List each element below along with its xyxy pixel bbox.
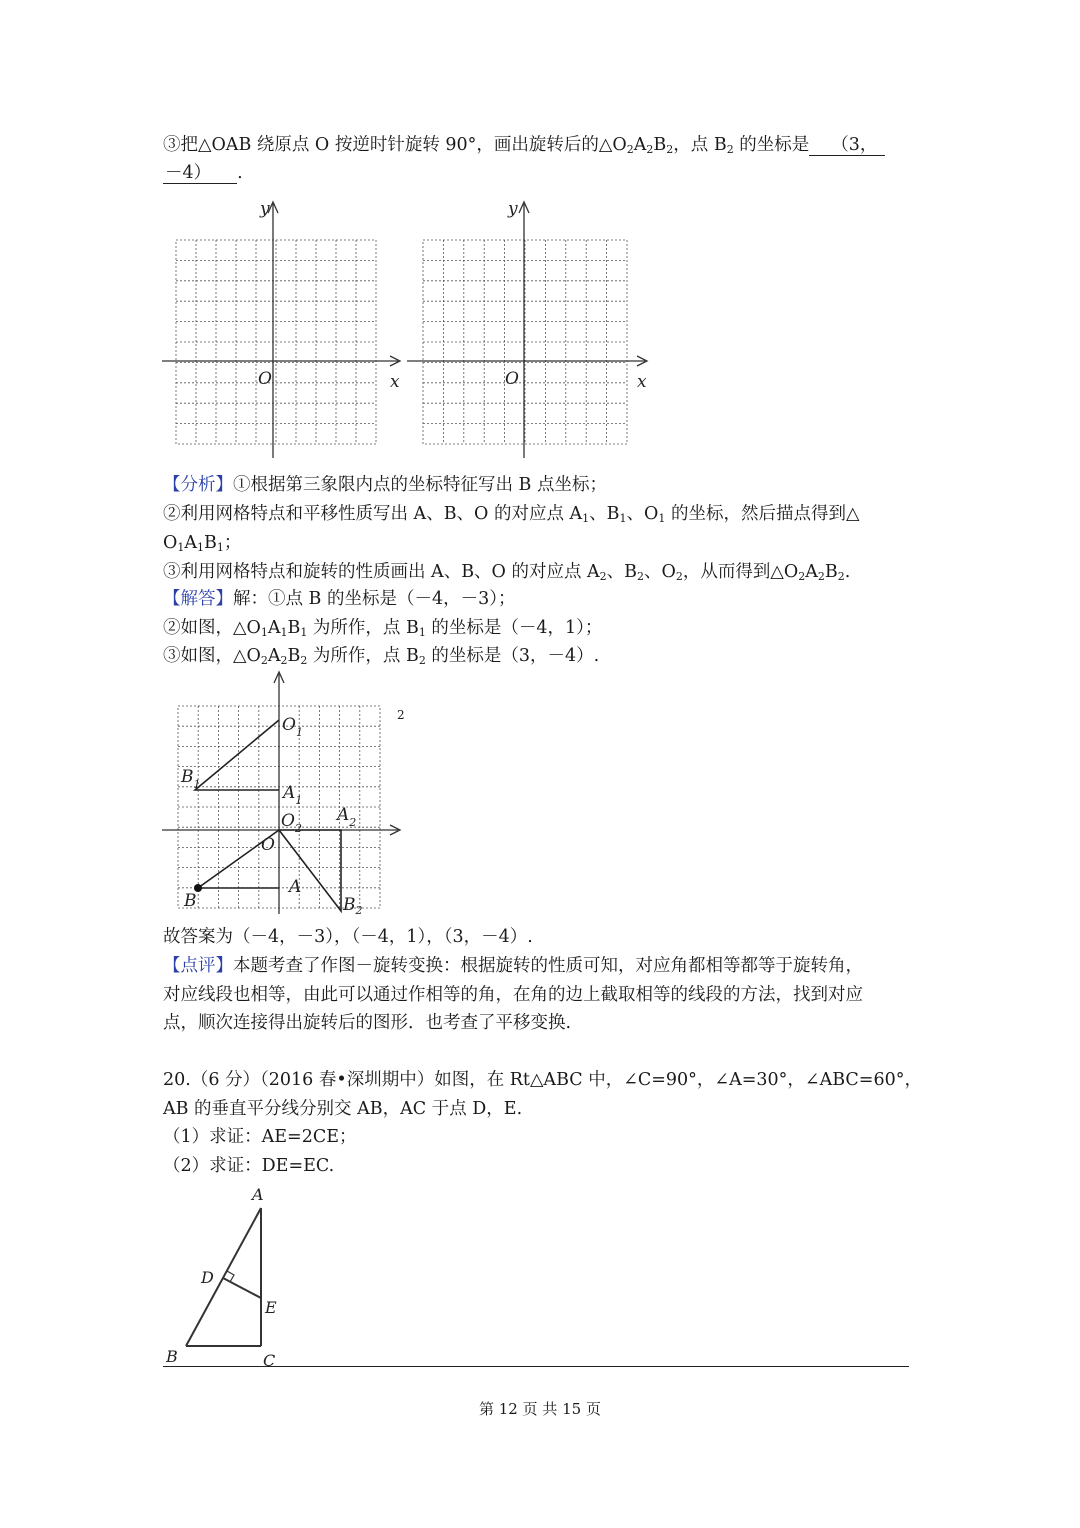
q20-line4: （2）求证：DE=EC.: [163, 1156, 335, 1176]
solution-line2: ②如图，$\triangle O_1A_1B_1$ 为所作，点 $B_1$ 的坐标是（－4，1）；: [163, 618, 603, 639]
solution-line1: 【解答】解：①点 B 的坐标是（－4，－3）；: [163, 589, 516, 609]
label-b: B: [166, 1347, 178, 1366]
analysis-line3: $O_1A_1B_1$；: [163, 533, 242, 554]
comment-line2: 对应线段也相等，由此可以通过作相等的角，在角的边上截取相等的线段的方法，找到对应: [163, 985, 863, 1005]
q19-part3-line1: ③把△OAB 绕原点 O 按逆时针旋转 90°，画出旋转后的$\triangle O_2A_2B_2$，点 $B_2$ 的坐标是 （3，: [163, 132, 885, 158]
label-e: E: [265, 1298, 277, 1317]
triangle-o1a1b1: [195, 720, 279, 790]
label-d: D: [201, 1268, 214, 1287]
analysis-line2: ②利用网格特点和平移性质写出 A、B、O 的对应点 $A_1$、$B_1$、$O_1$ 的坐标，然后描点得到△: [163, 504, 860, 525]
y-label: y: [260, 199, 270, 219]
x-label: x: [637, 372, 647, 392]
q19-part3-line2: －4） .: [165, 163, 243, 183]
page-footer: 第 12 页 共 15 页: [478, 1400, 601, 1418]
solution-grid-figure: [160, 664, 410, 919]
y-label: y: [508, 199, 518, 219]
triangle-o2a2b2: [279, 830, 341, 911]
footer-rule: [163, 1366, 909, 1367]
comment-line3: 点，顺次连接得出旋转后的图形．也考查了平移变换.: [163, 1013, 572, 1033]
label-b: B: [184, 891, 197, 911]
side-ab: [186, 1208, 261, 1346]
label-a: A: [252, 1185, 264, 1204]
label-a2: $A_2$: [337, 805, 357, 829]
coordinate-grid-1: [160, 196, 405, 461]
label-a: A: [289, 877, 302, 897]
origin-label: O: [505, 369, 519, 389]
q20-line2: AB 的垂直平分线分别交 AB，AC 于点 D，E.: [163, 1099, 523, 1119]
corner-mark: 2: [397, 708, 405, 722]
analysis-line4: ③利用网格特点和旋转的性质画出 A、B、O 的对应点 $A_2$、$B_2$、$O_2$，从而得到$\triangle O_2A_2B_2$.: [163, 562, 851, 583]
q20-line3: （1）求证：AE=2CE；: [163, 1127, 357, 1147]
label-a1: $A_1$: [283, 783, 303, 807]
answer-blank-2: －4）: [163, 163, 237, 184]
label-o: O: [261, 835, 275, 855]
x-label: x: [390, 372, 400, 392]
answer-blank-1: （3，: [809, 135, 885, 156]
comment-line1: 【点评】本题考查了作图－旋转变换：根据旋转的性质可知，对应角都相等都等于旋转角，: [163, 956, 863, 976]
analysis-line1: 【分析】①根据第三象限内点的坐标特征写出 B 点坐标；: [163, 475, 607, 495]
label-b1: $B_1$: [181, 767, 201, 791]
final-answer: 故答案为（－4，－3），（－4，1），（3，－4）.: [163, 927, 533, 947]
solution-line3: ③如图，$\triangle O_2A_2B_2$ 为所作，点 $B_2$ 的坐标是（3，－4）.: [163, 646, 600, 667]
label-c: C: [263, 1351, 276, 1370]
triangle-abc-figure: [160, 1184, 300, 1369]
q20-line1: 20.（6 分）（2016 春•深圳期中）如图，在 Rt△ABC 中，∠C=90°，∠A=30°，∠ABC=60°，: [163, 1070, 922, 1090]
origin-label: O: [258, 369, 272, 389]
segment-de: [223, 1278, 261, 1298]
label-b2: $B_2$: [343, 895, 363, 917]
coordinate-grid-2: [405, 196, 650, 461]
label-o1: $O_1$: [282, 715, 303, 739]
label-o2: $O_2$: [281, 811, 302, 835]
